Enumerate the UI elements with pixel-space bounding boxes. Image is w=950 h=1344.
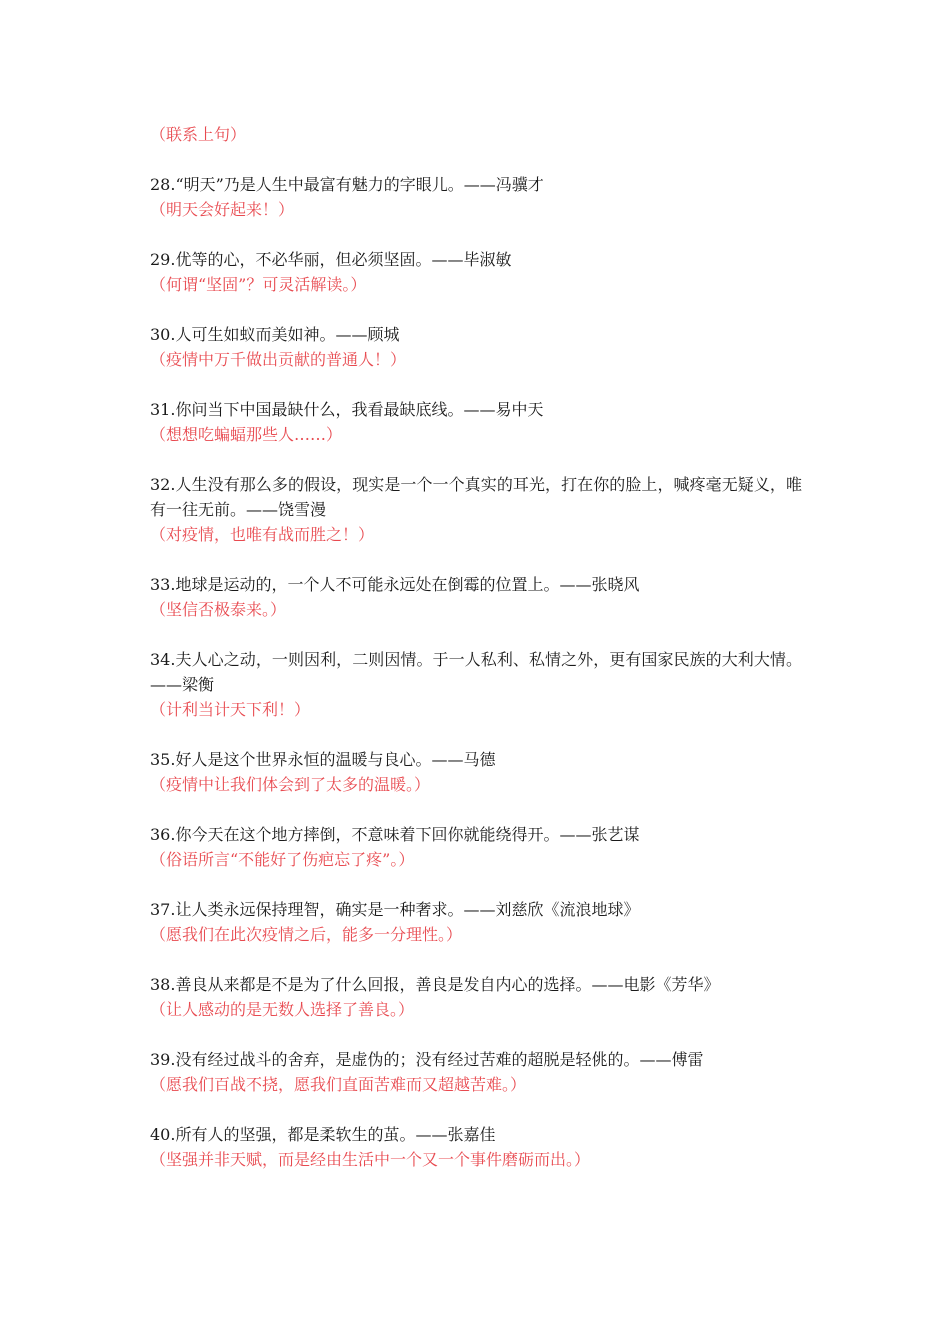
quote-note: （疫情中万千做出贡献的普通人！） [150, 350, 407, 369]
quote-entry-33 [150, 572, 802, 622]
quote-entry-37 [150, 897, 802, 947]
quote-note: （愿我们百战不挠，愿我们直面苦难而又超越苦难。） [150, 1075, 527, 1094]
quote-entry-35 [150, 747, 802, 797]
quote-entry-38 [150, 972, 802, 1022]
quote-text: 34.夫人心之动，一则因利，二则因情。于一人私利、私情之外，更有国家民族的大利大情。——梁衡 [150, 650, 802, 694]
quote-text: 37.让人类永远保持理智，确实是一种奢求。——刘慈欣《流浪地球》 [150, 900, 640, 919]
quote-text: 36.你今天在这个地方摔倒，不意味着下回你就能绕得开。——张艺谋 [150, 825, 640, 844]
quote-text: 29.优等的心，不必华丽，但必须坚固。——毕淑敏 [150, 250, 512, 269]
quote-note: （愿我们在此次疫情之后，能多一分理性。） [150, 925, 463, 944]
quote-text: 39.没有经过战斗的舍弃，是虚伪的；没有经过苦难的超脱是轻佻的。——傅雷 [150, 1050, 704, 1069]
quote-note: （让人感动的是无数人选择了善良。） [150, 1000, 415, 1019]
quote-text: 38.善良从来都是不是为了什么回报，善良是发自内心的选择。——电影《芳华》 [150, 975, 720, 994]
quote-text: 40.所有人的坚强，都是柔软生的茧。——张嘉佳 [150, 1125, 496, 1144]
quote-entry-36 [150, 822, 802, 872]
quote-note: （坚信否极泰来。） [150, 600, 287, 619]
quote-text: 28.“明天”乃是人生中最富有魅力的字眼儿。——冯骥才 [150, 175, 544, 194]
quote-entry-34 [150, 647, 802, 722]
intro-note: （联系上句） [150, 125, 247, 144]
quote-text: 32.人生没有那么多的假设，现实是一个一个真实的耳光，打在你的脸上，喊疼毫无疑义，唯有一往无前。——饶雪漫 [150, 475, 802, 519]
quote-entry-28 [150, 172, 802, 222]
quote-note: （想想吃蝙蝠那些人……） [150, 425, 343, 444]
quote-entry-39 [150, 1047, 802, 1097]
quote-note: （对疫情，也唯有战而胜之！） [150, 525, 375, 544]
quote-entry-32 [150, 472, 802, 547]
quote-note: （坚强并非天赋，而是经由生活中一个又一个事件磨砺而出。） [150, 1150, 591, 1169]
quote-text: 35.好人是这个世界永恒的温暖与良心。——马德 [150, 750, 496, 769]
quote-note: （明天会好起来！） [150, 200, 295, 219]
quote-entry-31 [150, 397, 802, 447]
quote-text: 31.你问当下中国最缺什么，我看最缺底线。——易中天 [150, 400, 544, 419]
document-page [150, 122, 802, 1172]
quote-note: （计利当计天下利！） [150, 700, 311, 719]
quote-text: 33.地球是运动的，一个人不可能永远处在倒霉的位置上。——张晓风 [150, 575, 640, 594]
quote-entry-29 [150, 247, 802, 297]
quote-note: （俗语所言“不能好了伤疤忘了疼”。） [150, 850, 415, 869]
quote-entry-40 [150, 1122, 802, 1172]
quote-text: 30.人可生如蚁而美如神。——顾城 [150, 325, 400, 344]
quote-entry-30 [150, 322, 802, 372]
quote-note: （疫情中让我们体会到了太多的温暖。） [150, 775, 431, 794]
quote-note: （何谓“坚固”？可灵活解读。） [150, 275, 367, 294]
